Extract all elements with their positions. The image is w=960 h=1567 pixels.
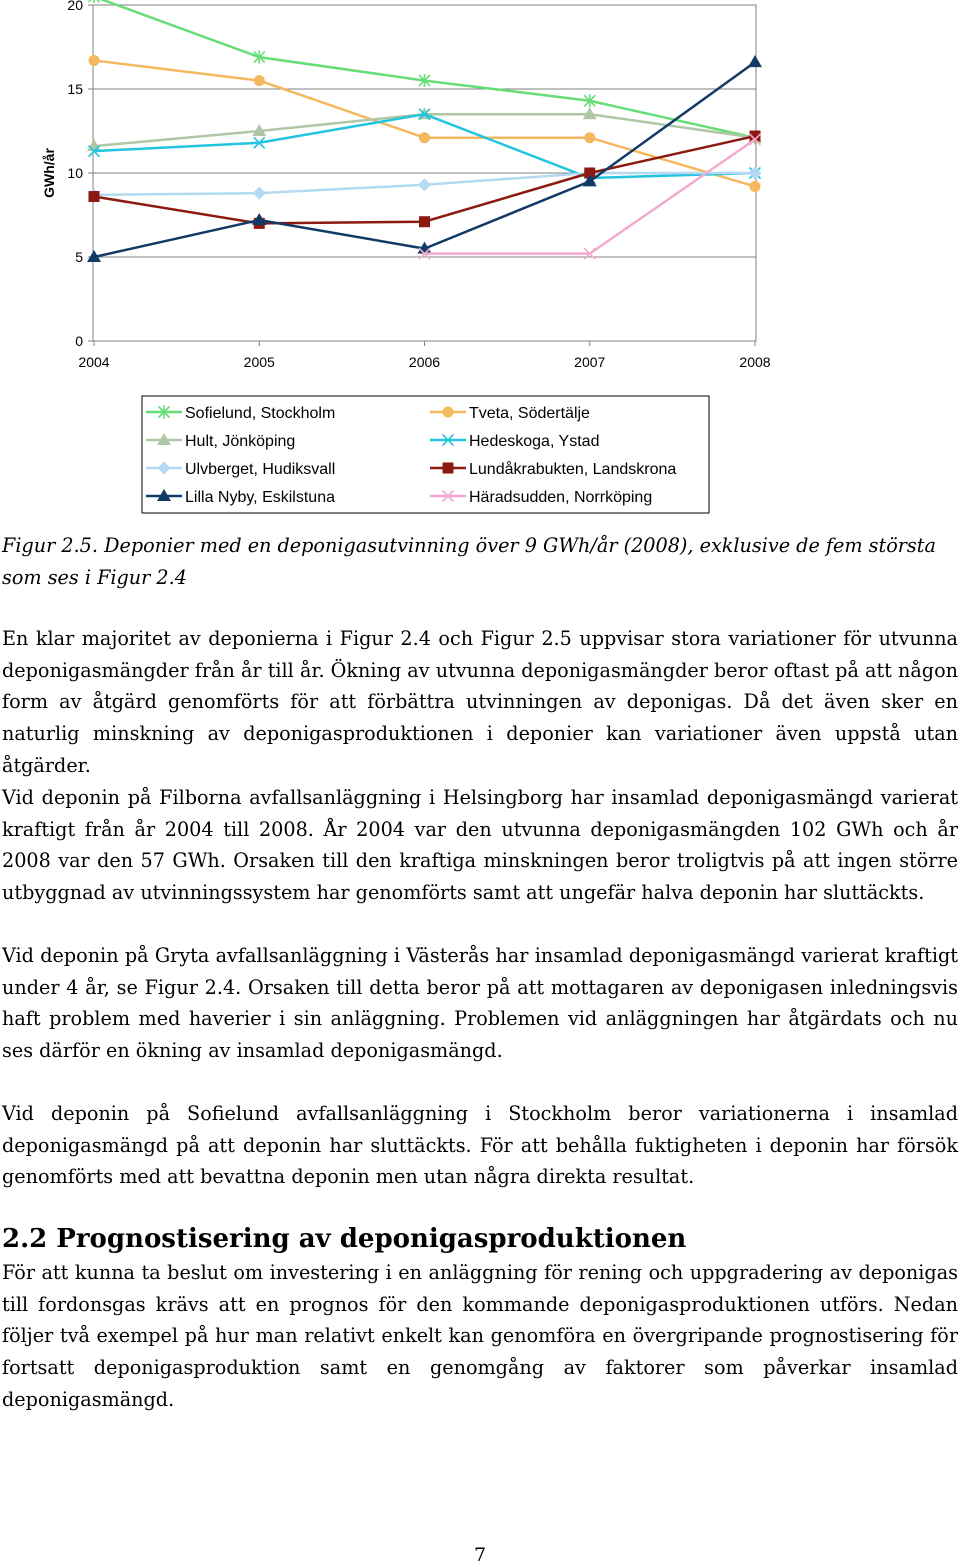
legend-label: Tveta, Södertälje xyxy=(469,405,590,422)
section-heading: 2.2 Prognostisering av deponigasproduktionen xyxy=(2,1224,687,1254)
paragraph-2: Vid deponin på Filborna avfallsanläggning i Helsingborg har insamlad deponigasmängd varierat kraftigt från år 2004 till 2008. År 2004 var den utvunna deponigasmängden 102 GWh och år 2008 var den 57 GWh. Orsaken till den kraftiga minskningen beror troligtvis på att ingen större utbyggnad av utvinningssystem har genomförts samt att ungefär halva deponin har sluttäckts. xyxy=(2,786,958,905)
x-tick-labels xyxy=(78,354,770,370)
x-tick-label: 2004 xyxy=(78,354,110,370)
y-tick-label: 20 xyxy=(67,0,83,13)
section-paragraph: För att kunna ta beslut om investering i en anläggning för rening och uppgradering av deponigas till fordonsgas krävs att en prognos för den kommande deponigasproduktionen utförs. Nedan följer två exempel på hur man relativt enkelt kan genomföra en övergripande prognostisering för fortsatt deponigasproduktion samt en genomgång av faktorer som påverkar insamlad deponigasmängd. xyxy=(2,1261,958,1411)
x-tick-label: 2008 xyxy=(739,354,771,370)
page-number: 7 xyxy=(473,1544,487,1566)
data-point xyxy=(89,191,100,202)
paragraph-3: Vid deponin på Gryta avfallsanläggning i Västerås har insamlad deponigasmängd varierat kraftigt under 4 år, se Figur 2.4. Orsaken till detta beror på att mottagaren av deponigasen inledningsvis haft problem med haverier i sin anläggning. Problemen vid anläggningen har åtgärdats och nu ses därför en ökning av insamlad deponigasmängd. xyxy=(2,944,958,1063)
y-axis-label: GWh/år xyxy=(41,148,57,198)
data-point xyxy=(584,132,595,143)
figure-caption: Figur 2.5. Deponier med en deponigasutvinning över 9 GWh/år (2008), exklusive de fem största som ses i Figur 2.4 xyxy=(2,534,936,589)
y-tick-labels xyxy=(67,0,83,349)
paragraph-4: Vid deponin på Sofielund avfallsanläggning i Stockholm beror variationerna i insamlad deponigasmängd på att deponin har sluttäckts. För att behålla fuktigheten i deponin har försök genomförts med att bevattna deponin men utan några direkta resultat. xyxy=(2,1102,958,1189)
legend-label: Ulvberget, Hudiksvall xyxy=(185,461,336,478)
legend-label: Sofielund, Stockholm xyxy=(185,405,336,422)
paragraph-1: En klar majoritet av deponierna i Figur 2.4 och Figur 2.5 uppvisar stora variationer för utvunna deponigasmängder från år till år. Ökning av utvunna deponigasmängder beror oftast på att någon form av åtgärd genomförts för att förbättra utvinningen av deponigas. Då det även sker en naturlig minskning av deponigasproduktionen i deponier kan variationer även uppstå utan åtgärder. xyxy=(2,627,958,777)
data-point xyxy=(419,216,430,227)
legend-label: Häradsudden, Norrköping xyxy=(469,489,653,506)
legend-label: Lilla Nyby, Eskilstuna xyxy=(185,489,335,506)
y-tick-label: 5 xyxy=(75,249,83,265)
data-point xyxy=(750,181,761,192)
y-tick-label: 15 xyxy=(67,81,83,97)
legend-label: Lundåkrabukten, Landskrona xyxy=(469,461,677,478)
x-tick-label: 2005 xyxy=(243,354,275,370)
data-point xyxy=(254,75,265,86)
line-chart xyxy=(0,0,960,515)
x-tick-label: 2007 xyxy=(574,354,606,370)
legend-label: Hedeskoga, Ystad xyxy=(469,433,600,450)
data-point xyxy=(89,55,100,66)
data-point xyxy=(443,463,454,474)
y-tick-label: 10 xyxy=(67,165,83,181)
legend-label: Hult, Jönköping xyxy=(185,433,296,450)
x-tick-label: 2006 xyxy=(408,354,441,370)
y-tick-label: 0 xyxy=(75,333,83,349)
data-point xyxy=(419,132,430,143)
data-point xyxy=(89,0,100,3)
data-point xyxy=(443,407,454,418)
